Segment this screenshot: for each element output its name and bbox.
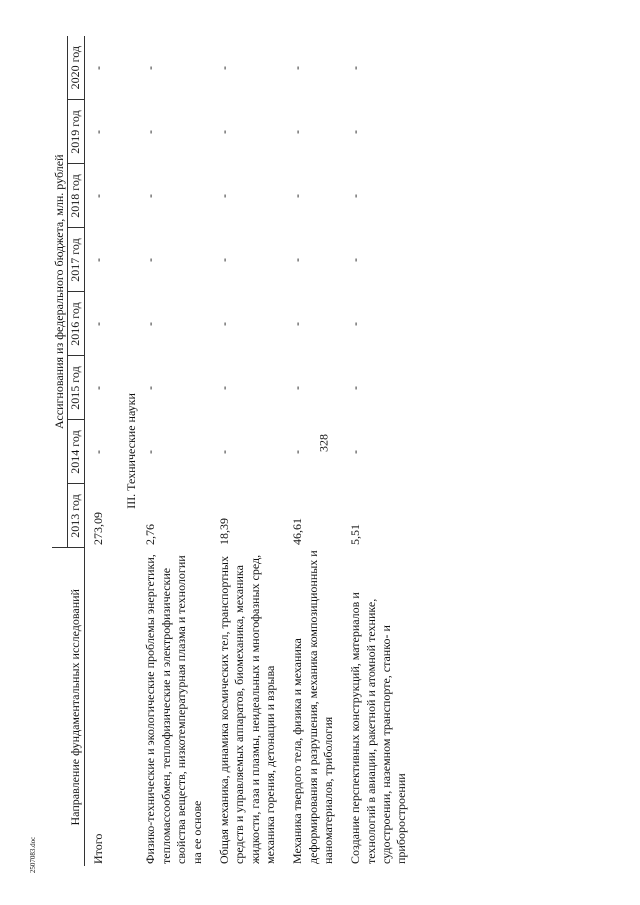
dash-cell: -: [348, 194, 363, 198]
row-label: Итого: [90, 833, 105, 864]
dash-cell: -: [290, 130, 305, 134]
dash-cell: -: [90, 386, 105, 390]
row-value: 2,76: [143, 524, 158, 545]
dash-cell: -: [216, 65, 231, 70]
year-header: 2020 год: [68, 36, 84, 100]
dash-cell: -: [143, 65, 158, 70]
dash-cell: -: [348, 322, 363, 326]
row-label: Общая механика, динамика космических тел, транспортных средств и управляемых аппаратов, биомеханика, механика жидкости, газа и плазмы, неидеальных и многофазных сред, механика горения, детонации и взрыва: [216, 554, 277, 864]
dash-cell: -: [290, 65, 305, 70]
dash-cell: -: [143, 194, 158, 198]
row-value: 5,51: [348, 524, 363, 545]
dash-cell: -: [290, 322, 305, 326]
dash-cell: -: [290, 194, 305, 198]
dash-cell: -: [290, 386, 305, 390]
year-header: 2013 год: [68, 484, 84, 548]
row-value: 18,39: [216, 518, 231, 545]
table-row: [143, 36, 216, 866]
dash-cell: -: [216, 450, 231, 454]
table-header: [52, 36, 84, 866]
row-label: Механика твердого тела, физика и механика деформирования и разрушения, механика композиционных и наноматериалов, трибология: [290, 550, 336, 864]
year-header: 2019 год: [68, 100, 84, 164]
year-header: 2017 год: [68, 228, 84, 292]
dash-cell: -: [143, 322, 158, 326]
dash-cell: -: [290, 450, 305, 454]
dash-cell: -: [216, 322, 231, 326]
dash-cell: -: [290, 258, 305, 262]
dash-cell: -: [90, 450, 105, 454]
table-row-total: [84, 36, 124, 866]
dash-cell: -: [348, 450, 363, 454]
dash-cell: -: [348, 386, 363, 390]
rotated-table-container: [52, 36, 592, 866]
dash-cell: -: [90, 322, 105, 326]
dash-cell: -: [348, 258, 363, 262]
dash-cell: -: [143, 450, 158, 454]
dash-cell: -: [143, 386, 158, 390]
row-value: 273,09: [90, 512, 105, 545]
section-title: III. Технические науки: [124, 393, 139, 509]
dash-cell: -: [216, 386, 231, 390]
direction-header: Направление фундаментальных исследований: [52, 548, 84, 866]
funding-table: [52, 36, 422, 866]
dash-cell: -: [143, 130, 158, 134]
year-header: 2018 год: [68, 164, 84, 228]
dash-cell: -: [216, 130, 231, 134]
table-row: [290, 36, 348, 866]
year-header: 2016 год: [68, 292, 84, 356]
page-number: 328: [316, 434, 331, 452]
allocation-header: Ассигнования из федерального бюджета, млн. рублей: [52, 36, 68, 548]
row-value: 46,61: [290, 518, 305, 545]
section-row: [124, 36, 143, 866]
document-id: 2507083.doc: [29, 836, 37, 874]
table-row: [217, 36, 290, 866]
dash-cell: -: [90, 258, 105, 262]
dash-cell: -: [90, 194, 105, 198]
dash-cell: -: [216, 194, 231, 198]
row-label: Создание перспективных конструкций, материалов и технологий в авиации, ракетной и атомной технике, судостроении, наземном транспорте, станко- и приборостроении: [348, 592, 409, 864]
dash-cell: -: [348, 130, 363, 134]
year-header: 2015 год: [68, 356, 84, 420]
row-label: Физико-технические и экологические проблемы энергетики, тепломассообмен, теплофизические и электрофизические свойства веществ, низкотемпературная плазма и технологии на ее основе: [143, 554, 204, 864]
dash-cell: -: [90, 65, 105, 70]
year-header: 2014 год: [68, 420, 84, 484]
dash-cell: -: [348, 65, 363, 70]
dash-cell: -: [143, 258, 158, 262]
dash-cell: -: [90, 130, 105, 134]
table-row: [348, 36, 421, 866]
dash-cell: -: [216, 258, 231, 262]
